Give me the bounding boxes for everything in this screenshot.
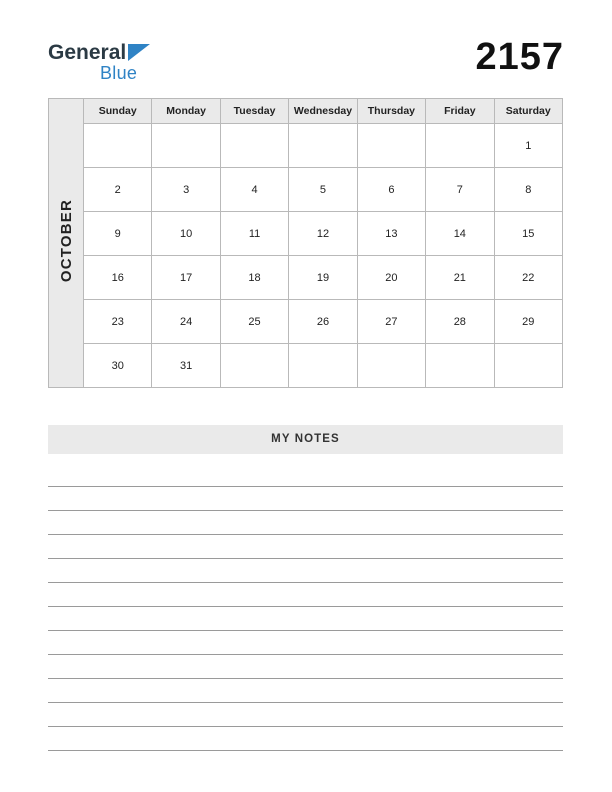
- weekday-header-monday: Monday: [152, 99, 220, 124]
- note-line[interactable]: [48, 607, 563, 631]
- general-blue-logo: [48, 42, 248, 82]
- notes-lines: [48, 463, 563, 751]
- note-line[interactable]: [48, 535, 563, 559]
- day-cell[interactable]: [494, 344, 562, 388]
- day-cell[interactable]: 17: [152, 256, 220, 300]
- day-cell[interactable]: [426, 344, 494, 388]
- note-line[interactable]: [48, 703, 563, 727]
- day-cell[interactable]: 30: [84, 344, 152, 388]
- day-cell[interactable]: 4: [220, 168, 288, 212]
- weekday-header-wednesday: Wednesday: [289, 99, 357, 124]
- day-cell[interactable]: 26: [289, 300, 357, 344]
- day-cell[interactable]: 10: [152, 212, 220, 256]
- calendar-week-row: [49, 124, 563, 168]
- calendar-week-row: [49, 168, 563, 212]
- day-cell[interactable]: 19: [289, 256, 357, 300]
- day-cell[interactable]: [426, 124, 494, 168]
- note-line[interactable]: [48, 655, 563, 679]
- day-cell[interactable]: 29: [494, 300, 562, 344]
- day-cell[interactable]: 9: [84, 212, 152, 256]
- page-title-year: 2157: [475, 36, 564, 78]
- day-cell[interactable]: 2: [84, 168, 152, 212]
- note-line[interactable]: [48, 679, 563, 703]
- calendar-week-row: [49, 256, 563, 300]
- day-cell[interactable]: 15: [494, 212, 562, 256]
- day-cell[interactable]: 31: [152, 344, 220, 388]
- day-cell[interactable]: 24: [152, 300, 220, 344]
- notes-title: MY NOTES: [48, 425, 563, 454]
- day-cell[interactable]: [289, 344, 357, 388]
- weekday-header-friday: Friday: [426, 99, 494, 124]
- note-line[interactable]: [48, 559, 563, 583]
- calendar-table: [48, 98, 563, 388]
- day-cell[interactable]: 6: [357, 168, 425, 212]
- weekday-header-sunday: Sunday: [84, 99, 152, 124]
- calendar-header-row: [49, 99, 563, 124]
- day-cell[interactable]: 28: [426, 300, 494, 344]
- day-cell[interactable]: 23: [84, 300, 152, 344]
- day-cell[interactable]: 27: [357, 300, 425, 344]
- day-cell[interactable]: [357, 124, 425, 168]
- day-cell[interactable]: 20: [357, 256, 425, 300]
- note-line[interactable]: [48, 463, 563, 487]
- day-cell[interactable]: [152, 124, 220, 168]
- day-cell[interactable]: 18: [220, 256, 288, 300]
- weekday-header-saturday: Saturday: [494, 99, 562, 124]
- notes-section: [48, 425, 563, 751]
- month-label-cell: [49, 99, 84, 388]
- day-cell[interactable]: 3: [152, 168, 220, 212]
- day-cell[interactable]: 1: [494, 124, 562, 168]
- calendar-week-row: [49, 212, 563, 256]
- note-line[interactable]: [48, 487, 563, 511]
- day-cell[interactable]: [84, 124, 152, 168]
- day-cell[interactable]: [220, 124, 288, 168]
- month-name: OCTOBER: [57, 198, 75, 283]
- day-cell[interactable]: [220, 344, 288, 388]
- note-line[interactable]: [48, 631, 563, 655]
- day-cell[interactable]: 7: [426, 168, 494, 212]
- note-line[interactable]: [48, 727, 563, 751]
- day-cell[interactable]: 21: [426, 256, 494, 300]
- weekday-header-tuesday: Tuesday: [220, 99, 288, 124]
- day-cell[interactable]: 12: [289, 212, 357, 256]
- day-cell[interactable]: 25: [220, 300, 288, 344]
- note-line[interactable]: [48, 583, 563, 607]
- logo-text-general-row: [48, 42, 150, 63]
- day-cell[interactable]: [357, 344, 425, 388]
- logo-text-general: General: [48, 41, 127, 64]
- logo-text-blue: Blue: [100, 63, 138, 83]
- day-cell[interactable]: 14: [426, 212, 494, 256]
- calendar-week-row: [49, 300, 563, 344]
- triangle-icon: [128, 44, 150, 61]
- page-header: [48, 0, 564, 83]
- weekday-header-thursday: Thursday: [357, 99, 425, 124]
- calendar-week-row: [49, 344, 563, 388]
- day-cell[interactable]: 5: [289, 168, 357, 212]
- day-cell[interactable]: 11: [220, 212, 288, 256]
- calendar-container: [48, 98, 563, 388]
- day-cell[interactable]: 13: [357, 212, 425, 256]
- day-cell[interactable]: 8: [494, 168, 562, 212]
- note-line[interactable]: [48, 511, 563, 535]
- day-cell[interactable]: 22: [494, 256, 562, 300]
- day-cell[interactable]: [289, 124, 357, 168]
- day-cell[interactable]: 16: [84, 256, 152, 300]
